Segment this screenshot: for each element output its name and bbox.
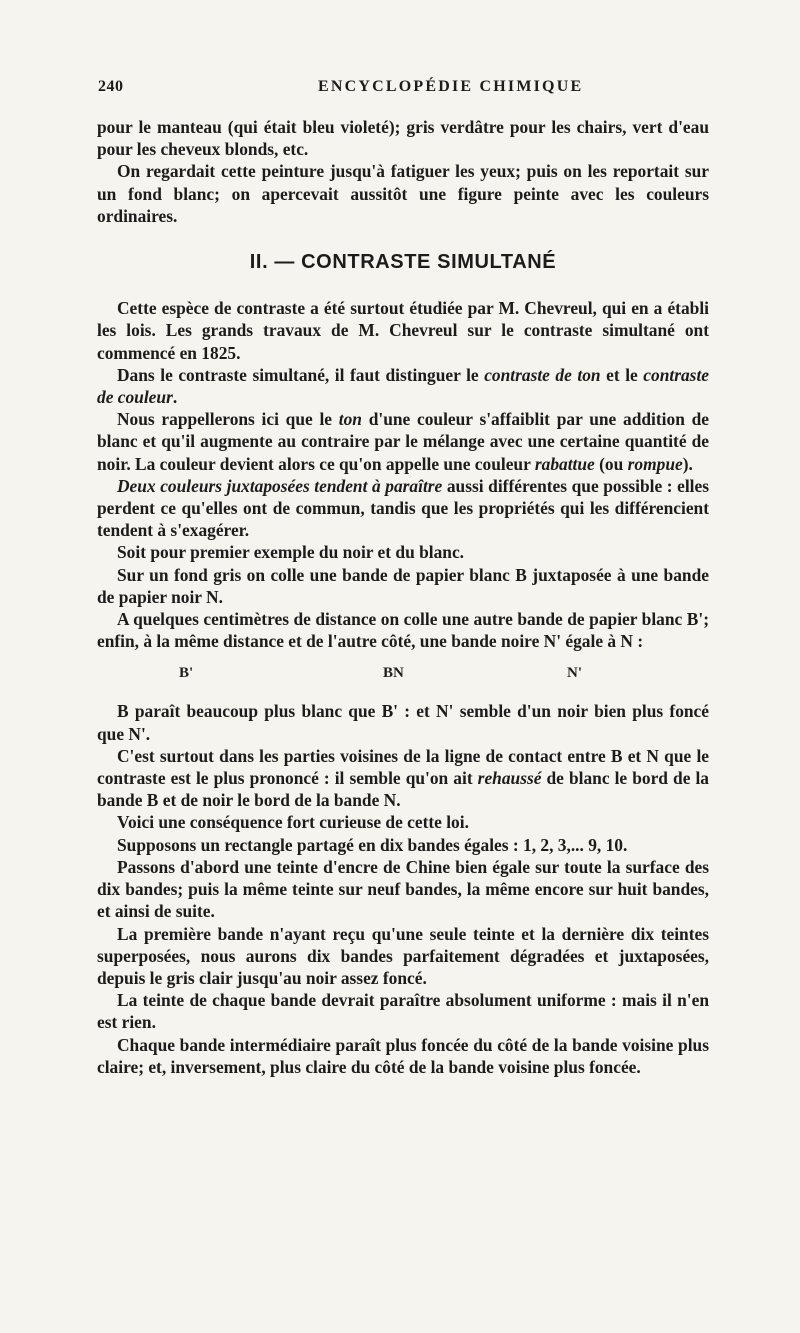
paragraph bbox=[97, 364, 709, 408]
paragraph: Voici une conséquence fort curieuse de cette loi. bbox=[117, 812, 469, 833]
paragraph: B paraît beaucoup plus blanc que B' : et N' semble d'un noir bien plus foncé que N'. bbox=[97, 701, 709, 744]
text-run: et le bbox=[600, 364, 644, 385]
paragraph: Sur un fond gris on colle une bande de papier blanc B juxtaposée à une bande de papier noir N. bbox=[97, 564, 709, 607]
paragraph: La teinte de chaque bande devrait paraître absolument uniforme : mais il n'en est rien. bbox=[97, 990, 709, 1033]
italic-term: contraste de ton bbox=[484, 364, 601, 385]
paragraph bbox=[97, 408, 709, 475]
text-run: de blanc le bord de la bande B et de noir le bord de la bande N. bbox=[97, 768, 709, 811]
paragraph: Cette espèce de contraste a été surtout étudiée par M. Chevreul, qui en a établi les lois. Les grands travaux de M. Chevreul sur le contraste simultané ont commencé en 1825. bbox=[97, 298, 709, 363]
italic-term: rompue bbox=[627, 453, 683, 474]
text-run: (ou bbox=[594, 453, 628, 474]
running-title: ENCYCLOPÉDIE CHIMIQUE bbox=[318, 78, 584, 95]
page-number: 240 bbox=[98, 78, 124, 95]
paragraph: La première bande n'ayant reçu qu'une seule teinte et la dernière dix teintes superposées, nous aurons dix bandes parfaitement dégradées et juxtaposées, depuis le gris clair jusqu'au noir assez foncé. bbox=[97, 923, 709, 988]
text-run: Nous rappellerons ici que le bbox=[117, 409, 339, 430]
paragraph: Passons d'abord une teinte d'encre de Chine bien égale sur toute la surface des dix bandes; puis la même teinte sur neuf bandes, la même encore sur huit bandes, et ainsi de suite. bbox=[97, 856, 709, 922]
paragraph: Soit pour premier exemple du noir et du blanc. bbox=[117, 542, 465, 563]
running-head bbox=[98, 78, 710, 100]
text-run: C'est surtout dans les parties voisines de la ligne de contact entre B et N que le contraste est le plus prononcé : il semble qu'on ait bbox=[97, 745, 709, 789]
band-diagram bbox=[97, 654, 709, 694]
italic-term: ton bbox=[338, 409, 362, 430]
band-label-b-prime: B' bbox=[179, 665, 194, 682]
text-run: d'une couleur s'affaiblit par une addition de blanc et qu'il augmente au contraire par le mélange avec une certaine quantité de noir. La couleur devient alors ce qu'on appelle une couleur bbox=[97, 409, 709, 474]
text-run: Dans le contraste simultané, il faut distinguer le bbox=[117, 364, 485, 385]
paragraph: Supposons un rectangle partagé en dix bandes égales : 1, 2, 3,... 9, 10. bbox=[117, 834, 628, 855]
paragraph bbox=[97, 475, 709, 542]
italic-term: rabattue bbox=[534, 453, 595, 474]
paragraph: Chaque bande intermédiaire paraît plus foncée du côté de la bande voisine plus claire; et, inversement, plus claire du côté de la bande voisine plus foncée. bbox=[97, 1034, 709, 1077]
italic-term: rehaussé bbox=[477, 768, 542, 789]
italic-term: contraste de couleur bbox=[97, 364, 709, 408]
body-text bbox=[97, 116, 709, 1078]
band-label-bn: BN bbox=[383, 665, 404, 682]
paragraph: On regardait cette peinture jusqu'à fatiguer les yeux; puis on les reportait sur un fond blanc; on apercevait aussitôt une figure peinte avec les couleurs ordinaires. bbox=[97, 161, 709, 226]
text-run: aussi différentes que possible : elles perdent ce qu'elles ont de commun, tandis que les propriétés qui les différencient tendent à s'exagérer. bbox=[97, 475, 709, 541]
text-run: . bbox=[172, 387, 178, 408]
paragraph bbox=[97, 745, 709, 812]
section-heading: II. — CONTRASTE SIMULTANÉ bbox=[249, 251, 557, 274]
paragraph: A quelques centimètres de distance on colle une autre bande de papier blanc B'; enfin, à la même distance et de l'autre côté, une bande noire N' égale à N : bbox=[97, 609, 709, 652]
italic-term: Deux couleurs juxtaposées tendent à paraître bbox=[117, 475, 443, 496]
paragraph: pour le manteau (qui était bleu violeté); gris verdâtre pour les chairs, vert d'eau pour les cheveux blonds, etc. bbox=[97, 117, 709, 160]
text-run: ). bbox=[682, 453, 693, 474]
band-label-n-prime: N' bbox=[567, 665, 582, 682]
